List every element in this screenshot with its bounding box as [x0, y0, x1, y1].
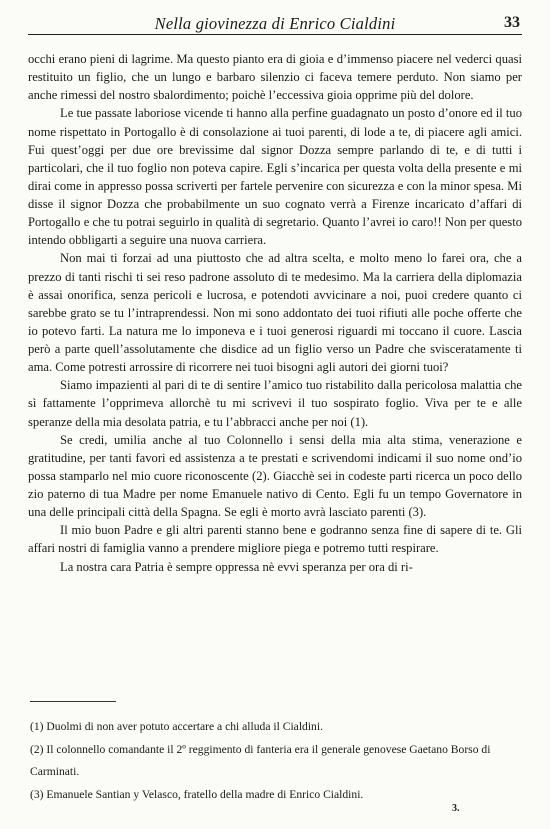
page-header	[28, 12, 522, 35]
footnote: (3) Emanuele Santian y Velasco, fratello della madre di Enrico Cialdini.	[30, 787, 364, 801]
paragraph: La nostra cara Patria è sempre oppressa nè evvi speranza per ora di ri-	[60, 559, 413, 574]
body-text	[28, 50, 522, 576]
footnotes	[30, 716, 522, 806]
paragraph: Le tue passate laboriose vicende ti hanno alla perfine guadagnato un posto d’onore ed il tuo nome rispettato in Portogallo è di consolazione ai tuoi parenti, di lode a te, di piacere agli amici. Fui quest’oggi per due ore brevissime dal signor Dozza sempre parlando di te, e di tutti i particolari, che il tuo foglio non poteva capire. Egli s’incarica per questa volta della presente e mi dirai come in appresso possa scriverti per fartele pervenire con sicurezza e con la minor spesa. Mi disse il signor Dozza che probabilmente un suo cognato verrà a Firenze incaricato d’affari di Portogallo e che tu potrai seguirlo in qualità di segretario. Quanto l’avrei io caro!! Non per questo intendo obbligarti a seguire una nuova carriera.	[28, 106, 522, 248]
footnote: (1) Duolmi di non aver potuto accertare a chi alluda il Cialdini.	[30, 720, 323, 733]
paragraph: Il mio buon Padre e gli altri parenti stanno bene e godranno senza fine di sapere di te. Gli affari nostri di famiglia vanno a prendere migliore piega e potremo tutti respirare.	[28, 523, 522, 556]
footnote: (2) Il colonnello comandante il 2º reggimento di fanteria era il generale genovese Gaetano Borso di Carminati.	[30, 742, 491, 778]
signature-mark: 3.	[452, 803, 460, 814]
paragraph: Se credi, umilia anche al tuo Colonnello i sensi della mia alta stima, venerazione e gratitudine, per tanti favori ed assistenza a te prestati e scrivendomi indicami il suo nome ond’io possa stamparlo nel mio cuore riconoscente (2). Giacchè sei in codeste parti ricerca un poco dello zio paterno di tua Madre per nome Emanuele nativo di Cento. Egli fu un tempo Governatore in una delle principali città della Spagna. Se egli è morto avrà lasciato parenti (3).	[28, 432, 522, 520]
paragraph: Non mai ti forzai ad una piuttosto che ad altra scelta, e molto meno lo farei ora, che a prezzo di tanti rischi ti sei reso padrone assoluto di te medesimo. Ma la carriera della diplomazia è assai onorifica, senza pericoli e lucrosa, e potendoti avvicinare a noi, puoi credere quanto ci sarebbe grato se tu l’intraprendessi. Non mi sono addontato dei tuoi rifiuti alle poche offerte che io potevo farti. La natura me lo imponeva e i tuoi generosi riguardi mi toccano il cuore. Lascia però a parte quell’assolutamente che disdice ad un figlio verso un Padre che svisceratamente ti ama. Come potresti arrossire di ricorrere nei tuoi bisogni agli autori dei giorni tuoi?	[28, 251, 522, 375]
paragraph: Siamo impazienti al pari di te di sentire l’amico tuo ristabilito dalla pericolosa malattia che sì fattamente l’opprimeva allorchè tu mi scrivevi il tuo sospirato foglio. Viva per te e alle speranze della mia desolata patria, e tu l’abbracci anche per noi (1).	[28, 378, 522, 429]
paragraph: occhi erano pieni di lagrime. Ma questo pianto era di gioia e d’immenso piacere nel vederci quasi restituito un figlio, che un lungo e barbaro silenzio ci faceva temere perduto. Non siamo per anche rimessi del nostro sbalordimento; poichè l’eccessiva gioia opprime più del dolore.	[28, 52, 522, 103]
running-title: Nella giovinezza di Enrico Cialdini	[154, 14, 396, 33]
page-number: 33	[504, 14, 520, 31]
footnote-divider	[30, 701, 116, 702]
